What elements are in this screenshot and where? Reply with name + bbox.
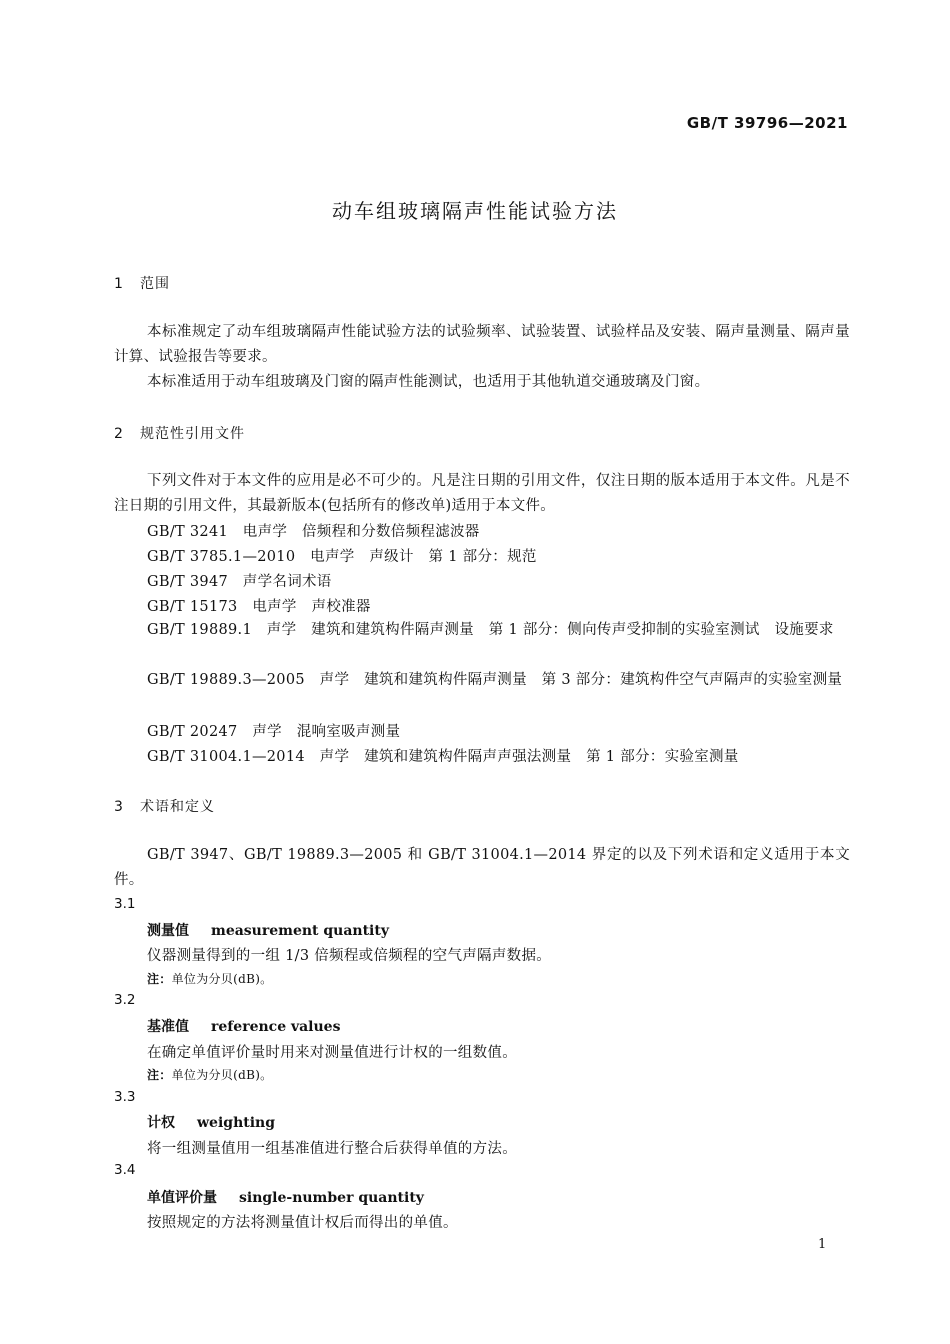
reference-item: GB/T 20247 声学 混响室吸声测量 bbox=[147, 724, 401, 740]
section-title: 范围 bbox=[140, 276, 170, 292]
term-definition: 在确定单值评价量时用来对测量值进行计权的一组数值。 bbox=[147, 1045, 517, 1061]
section-number: 1 bbox=[114, 276, 124, 292]
term-zh: 计权 bbox=[147, 1115, 175, 1131]
term-en: weighting bbox=[197, 1115, 275, 1131]
term-zh: 测量值 bbox=[147, 923, 189, 939]
reference-item: GB/T 3947 声学名词术语 bbox=[147, 574, 332, 590]
reference-item: GB/T 15173 电声学 声校准器 bbox=[147, 599, 371, 615]
term-number: 3.3 bbox=[114, 1089, 136, 1105]
reference-item: GB/T 19889.1 声学 建筑和建筑构件隔声测量 第 1 部分：侧向传声受抑制的实验室测试 设施要求 bbox=[147, 622, 834, 638]
term-definition: 将一组测量值用一组基准值进行整合后获得单值的方法。 bbox=[147, 1141, 517, 1157]
note-text: 单位为分贝(dB)。 bbox=[171, 1068, 273, 1082]
section-number: 2 bbox=[114, 426, 124, 442]
paragraph: 本标准规定了动车组玻璃隔声性能试验方法的试验频率、试验装置、试验样品及安装、隔声量测量、隔声量计算、试验报告等要求。 bbox=[114, 324, 850, 365]
term-note bbox=[147, 970, 272, 987]
term-entry bbox=[147, 1112, 275, 1132]
reference-item: GB/T 3241 电声学 倍频程和分数倍频程滤波器 bbox=[147, 524, 480, 540]
term-note bbox=[147, 1066, 272, 1083]
term-en: measurement quantity bbox=[211, 923, 389, 939]
term-en: reference values bbox=[211, 1019, 341, 1035]
reference-item: GB/T 31004.1—2014 声学 建筑和建筑构件隔声声强法测量 第 1 部分：实验室测量 bbox=[147, 749, 739, 765]
reference-item: GB/T 3785.1—2010 电声学 声级计 第 1 部分：规范 bbox=[147, 549, 537, 565]
note-label: 注： bbox=[147, 972, 172, 986]
section-2-heading bbox=[114, 423, 245, 443]
section-number: 3 bbox=[114, 799, 124, 815]
paragraph: GB/T 3947、GB/T 19889.3—2005 和 GB/T 31004.1—2014 界定的以及下列术语和定义适用于本文件。 bbox=[114, 847, 850, 888]
note-text: 单位为分贝(dB)。 bbox=[171, 972, 273, 986]
term-number: 3.2 bbox=[114, 992, 136, 1008]
paragraph: 本标准适用于动车组玻璃及门窗的隔声性能测试，也适用于其他轨道交通玻璃及门窗。 bbox=[147, 374, 710, 390]
term-number: 3.4 bbox=[114, 1162, 136, 1178]
standard-number: GB/T 39796—2021 bbox=[686, 114, 848, 132]
section-title: 术语和定义 bbox=[140, 799, 215, 815]
page-number: 1 bbox=[818, 1237, 827, 1252]
section-3-heading bbox=[114, 796, 215, 816]
reference-item: GB/T 19889.3—2005 声学 建筑和建筑构件隔声测量 第 3 部分：建筑构件空气声隔声的实验室测量 bbox=[147, 672, 843, 688]
term-entry bbox=[147, 920, 389, 940]
term-zh: 单值评价量 bbox=[147, 1190, 217, 1206]
term-number: 3.1 bbox=[114, 896, 136, 912]
note-label: 注： bbox=[147, 1068, 172, 1082]
paragraph: 下列文件对于本文件的应用是必不可少的。凡是注日期的引用文件，仅注日期的版本适用于本文件。凡是不注日期的引用文件，其最新版本(包括所有的修改单)适用于本文件。 bbox=[114, 473, 850, 514]
section-1-heading bbox=[114, 273, 170, 293]
term-definition: 按照规定的方法将测量值计权后而得出的单值。 bbox=[147, 1215, 458, 1231]
term-entry bbox=[147, 1016, 340, 1036]
term-en: single-number quantity bbox=[239, 1190, 424, 1206]
term-zh: 基准值 bbox=[147, 1019, 189, 1035]
section-title: 规范性引用文件 bbox=[140, 426, 245, 442]
term-definition: 仪器测量得到的一组 1/3 倍频程或倍频程的空气声隔声数据。 bbox=[147, 948, 552, 964]
term-entry bbox=[147, 1187, 424, 1207]
document-title: 动车组玻璃隔声性能试验方法 bbox=[332, 199, 618, 223]
